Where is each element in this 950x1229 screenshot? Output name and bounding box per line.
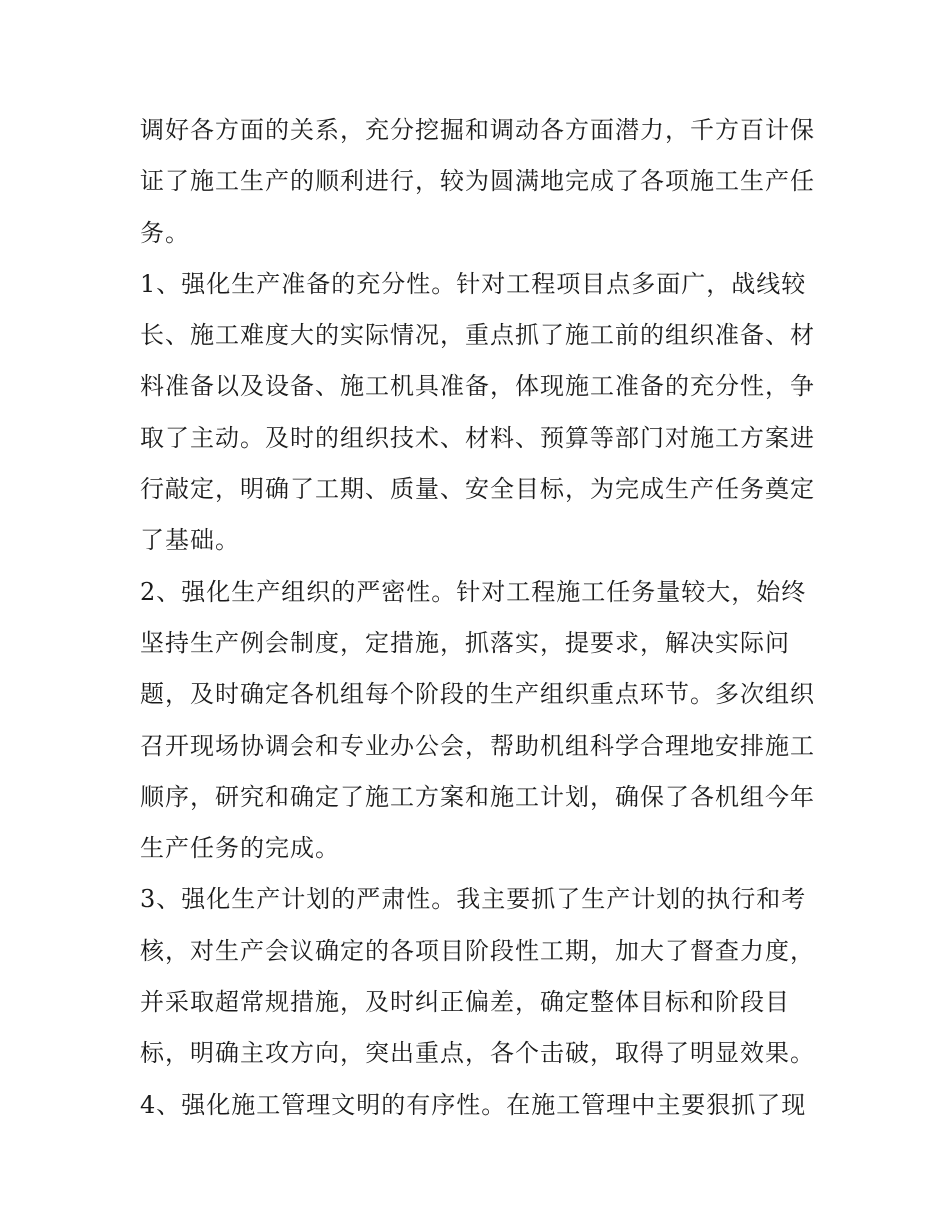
text-line: 3、强化生产计划的严肃性。我主要抓了生产计划的执行和考 [140,885,807,914]
text-line: 证了施工生产的顺利进行，较为圆满地完成了各项施工生产任 [140,167,815,196]
text-line: 务。 [140,218,190,247]
text-line: 题，及时确定各机组每个阶段的生产组织重点环节。多次组织 [140,680,815,709]
text-line: 1、强化生产准备的充分性。针对工程项目点多面广，战线较 [140,269,807,298]
text-line: 核，对生产会议确定的各项目阶段性工期，加大了督查力度， [140,936,815,965]
text-line: 标，明确主攻方向，突出重点，各个击破，取得了明显效果。 [140,1039,815,1068]
document-page [140,105,820,1131]
text-line: 调好各方面的关系，充分挖掘和调动各方面潜力，千方百计保 [140,116,815,144]
text-line: 取了主动。及时的组织技术、材料、预算等部门对施工方案进 [140,423,815,452]
text-line: 顺序，研究和确定了施工方案和施工计划，确保了各机组今年 [140,782,815,811]
text-line: 并采取超常规措施，及时纠正偏差，确定整体目标和阶段目 [140,988,790,1017]
text-line: 行敲定，明确了工期、质量、安全目标，为完成生产任务奠定 [140,475,815,504]
text-line: 了基础。 [140,526,240,555]
text-line: 生产任务的完成。 [140,834,340,863]
text-line: 料准备以及设备、施工机具准备，体现施工准备的充分性，争 [140,372,815,401]
text-line: 坚持生产例会制度，定措施，抓落实，提要求，解决实际问 [140,628,790,657]
text-line: 长、施工难度大的实际情况，重点抓了施工前的组织准备、材 [140,321,815,350]
text-line: 4、强化施工管理文明的有序性。在施工管理中主要狠抓了现 [140,1090,807,1119]
text-line: 召开现场协调会和专业办公会，帮助机组科学合理地安排施工 [140,731,815,760]
text-line: 2、强化生产组织的严密性。针对工程施工任务量较大，始终 [140,577,807,606]
